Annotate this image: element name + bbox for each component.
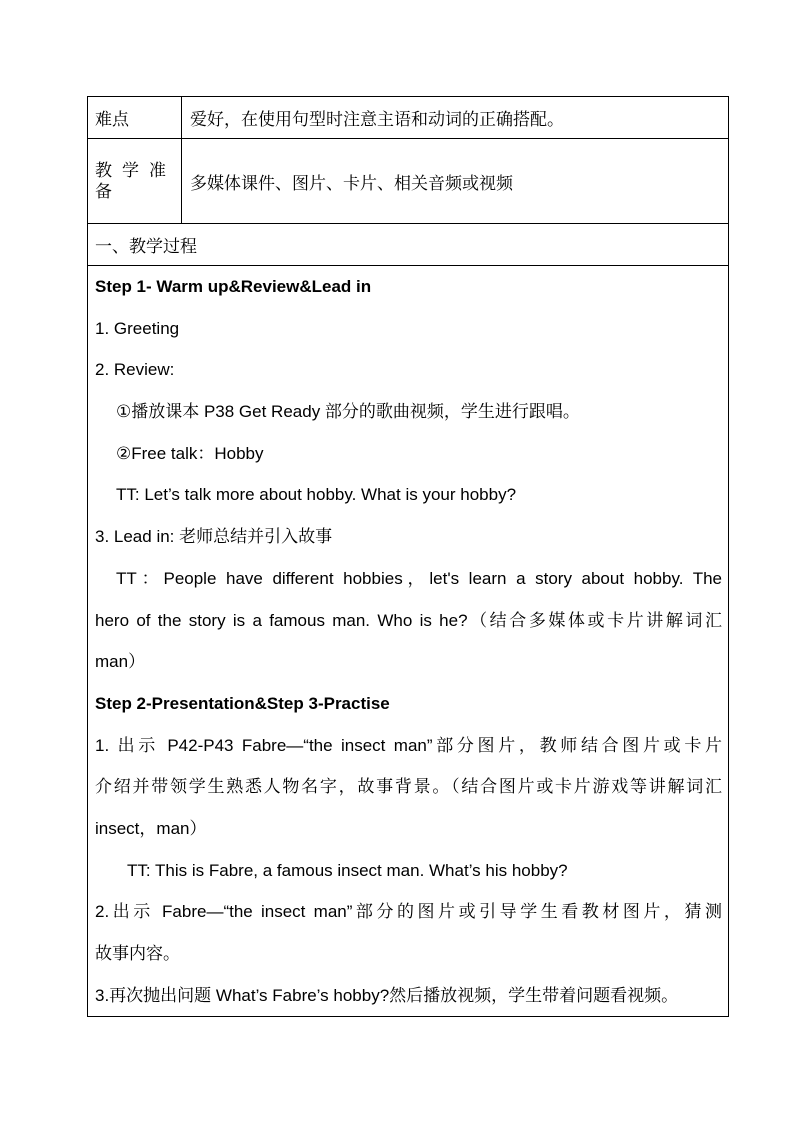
process-line: 1. Greeting — [95, 318, 180, 338]
preparation-label-line-2: 备 — [95, 182, 122, 201]
process-line: ①播放课本 P38 Get Ready 部分的歌曲视频，学生进行跟唱。 — [116, 402, 580, 422]
preparation-label — [88, 139, 182, 224]
process-line: TT: Let’s talk more about hobby. What is your hobby? — [116, 485, 517, 505]
process-line: TT：People have different hobbies，let's learn a story about hobby. The — [116, 568, 722, 588]
step2-heading: Step 2-Presentation&Step 3-Practise — [95, 693, 390, 713]
difficulty-label: 难点 — [88, 97, 182, 139]
preparation-label-line-1: 教学准 — [95, 161, 176, 180]
preparation-value: 多媒体课件、图片、卡片、相关音频或视频 — [182, 139, 729, 224]
process-line: 介绍并带领学生熟悉人物名字，故事背景。（结合图片或卡片游戏等讲解词汇 — [95, 777, 722, 797]
process-body — [88, 266, 729, 1017]
process-line: 故事内容。 — [95, 944, 180, 963]
process-line: 3. Lead in: 老师总结并引入故事 — [95, 527, 333, 547]
preparation-row — [88, 139, 729, 224]
process-body-row — [88, 266, 729, 1017]
process-title: 一、教学过程 — [88, 224, 729, 266]
process-title-row — [88, 224, 729, 266]
difficulty-value: 爱好，在使用句型时注意主语和动词的正确搭配。 — [182, 97, 729, 139]
process-line: 1. 出示 P42-P43 Fabre—“the insect man”部分图片，教师结合图片或卡片 — [95, 735, 722, 755]
process-line: man） — [95, 652, 146, 672]
process-line: 2. Review: — [95, 360, 175, 380]
process-line: 2.出示 Fabre—“the insect man”部分的图片或引导学生看教材图片，猜测 — [95, 902, 722, 922]
process-line: 3.再次抛出问题 What’s Fabre’s hobby?然后播放视频，学生带着问题看视频。 — [95, 985, 679, 1005]
process-line: hero of the story is a famous man. Who is he?（结合多媒体或卡片讲解词汇 — [95, 610, 722, 630]
lesson-plan-table — [87, 96, 729, 1017]
process-line: ②Free talk：Hobby — [116, 443, 264, 463]
step1-heading: Step 1- Warm up&Review&Lead in — [95, 277, 372, 296]
process-line: TT: This is Fabre, a famous insect man. What’s his hobby? — [127, 860, 568, 880]
difficulty-row — [88, 97, 729, 139]
process-line: insect，man） — [95, 818, 207, 838]
